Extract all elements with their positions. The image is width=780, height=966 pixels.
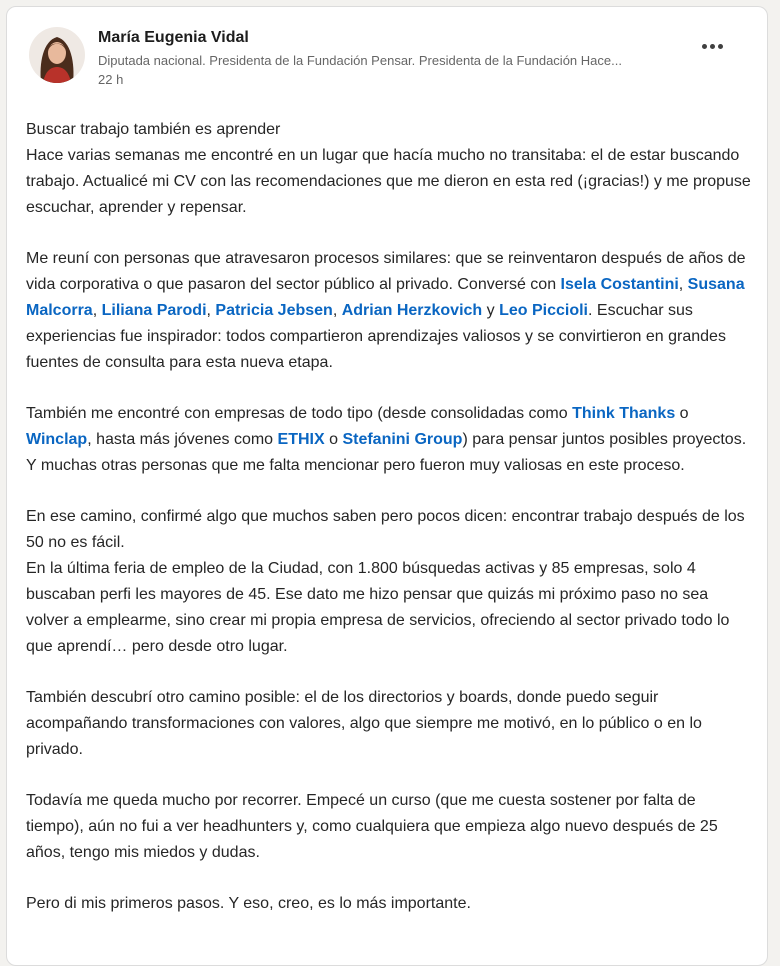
- mention-link[interactable]: Stefanini Group: [342, 431, 463, 448]
- separator: ,: [92, 302, 102, 319]
- post-timestamp: 22 h: [98, 72, 124, 87]
- avatar[interactable]: [29, 27, 85, 83]
- separator: o: [675, 405, 689, 422]
- more-horizontal-icon-dot: [718, 44, 723, 49]
- paragraph-7: Pero di mis primeros pasos. Y eso, creo, es lo más importante.: [26, 895, 471, 912]
- separator: ,: [678, 276, 688, 293]
- separator: y: [482, 302, 500, 319]
- profile-photo: [29, 27, 85, 83]
- paragraph-1: [26, 117, 754, 221]
- separator: ,: [332, 302, 342, 319]
- mention-link[interactable]: Think Thanks: [572, 405, 676, 422]
- separator: o: [324, 431, 343, 448]
- post-header: [7, 7, 767, 107]
- mention-link[interactable]: ETHIX: [277, 431, 325, 448]
- mention-link[interactable]: Patricia Jebsen: [215, 302, 333, 319]
- paragraph-text: Me reuní con personas que atravesaron procesos similares: que se reinventaron después de años de vida corporativa o que pasaron del sector público al privado. Conversé con: [26, 250, 746, 293]
- paragraph-text: Hace varias semanas me encontré en un lugar que hacía mucho no transitaba: el de estar buscando trabajo. Actualicé mi CV con las recomendaciones que me dieron en esta red (¡gracias!) y me propuse escuchar, aprender y repensar.: [26, 147, 751, 216]
- separator: ,: [206, 302, 216, 319]
- paragraph-4: [26, 504, 754, 660]
- author-name[interactable]: María Eugenia Vidal: [98, 29, 249, 46]
- paragraph-text: En la última feria de empleo de la Ciudad, con 1.800 búsquedas activas y 85 empresas, solo 4 buscaban perfi les mayores de 45. Ese dato me hizo pensar que quizás mi próximo paso no sea volver a emplearme, sino crear mi propia empresa de servicios, ofreciendo al sector privado todo lo que aprendí… pero desde otro lugar.: [26, 560, 730, 655]
- paragraph-text: También me encontré con empresas de todo tipo (desde consolidadas como: [26, 405, 573, 422]
- post-body: [26, 117, 754, 942]
- mention-link[interactable]: Isela Costantini: [560, 276, 679, 293]
- mention-link[interactable]: Liliana Parodi: [101, 302, 207, 319]
- mention-link[interactable]: Susana Malcorra: [26, 276, 745, 319]
- mention-link[interactable]: Winclap: [26, 431, 88, 448]
- more-options-button[interactable]: [695, 35, 729, 57]
- more-horizontal-icon-dot: [710, 44, 715, 49]
- author-headline: Diputada nacional. Presidenta de la Fundación Pensar. Presidenta de la Fundación Hace...: [98, 53, 622, 68]
- paragraph-6: Todavía me queda mucho por recorrer. Empecé un curso (que me cuesta sostener por falta de tiempo), aún no fui a ver headhunters y, como cualquiera que empieza algo nuevo después de 25 años, tengo mis miedos y dudas.: [26, 792, 718, 861]
- paragraph-3: [26, 401, 754, 479]
- paragraph-2: [26, 246, 754, 376]
- paragraph-5: También descubrí otro camino posible: el de los directorios y boards, donde puedo seguir acompañando transformaciones con valores, algo que siempre me motivó, en lo público o en lo privado.: [26, 689, 702, 758]
- post-heading: Buscar trabajo también es aprender: [26, 121, 281, 138]
- separator: , hasta más jóvenes como: [87, 431, 278, 448]
- post-card: [6, 6, 768, 966]
- paragraph-text: . Escuchar sus experiencias fue inspirador: todos compartieron aprendizajes valiosos y se convirtieron en grandes fuentes de consulta para esta nueva etapa.: [26, 302, 726, 371]
- mention-link[interactable]: Adrian Herzkovich: [341, 302, 483, 319]
- paragraph-text: ) para pensar juntos posibles proyectos.: [462, 431, 747, 448]
- paragraph-text: Y muchas otras personas que me falta mencionar pero fueron muy valiosas en este proceso.: [26, 457, 685, 474]
- paragraph-text: En ese camino, confirmé algo que muchos saben pero pocos dicen: encontrar trabajo después de los 50 no es fácil.: [26, 508, 745, 551]
- mention-link[interactable]: Leo Piccioli: [499, 302, 588, 319]
- more-horizontal-icon: [702, 44, 707, 49]
